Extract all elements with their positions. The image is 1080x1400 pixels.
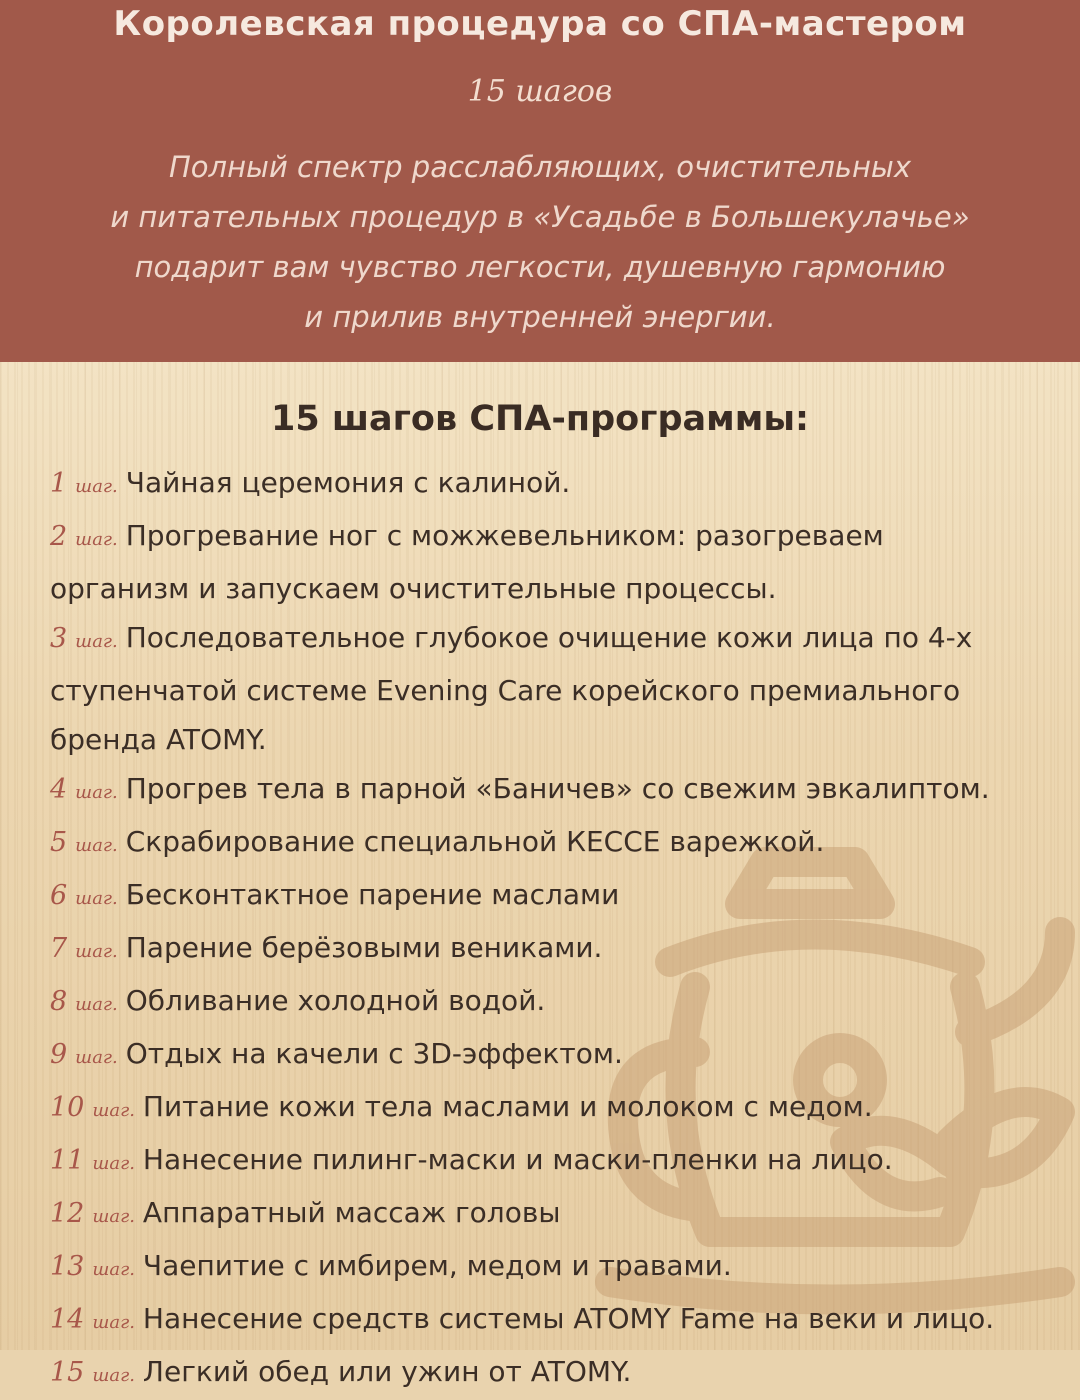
step-text: Аппаратный массаж головы — [142, 1196, 561, 1229]
intro-line: и прилив внутренней энергии. — [304, 300, 776, 334]
step-label — [50, 775, 118, 804]
step-text: Нанесение средств системы ATOMY Fame на веки и лицо. — [142, 1302, 995, 1335]
step-item — [50, 870, 1060, 923]
intro-line: и питательных процедур в «Усадьбе в Большекулачье» — [110, 200, 970, 234]
step-word: шаг. — [75, 782, 118, 803]
step-word: шаг. — [75, 888, 118, 909]
step-label — [50, 987, 118, 1016]
step-text: Чайная церемония с калиной. — [125, 466, 571, 499]
step-text: Бесконтактное парение маслами — [125, 878, 620, 911]
step-item — [50, 1135, 1060, 1188]
step-text: Отдых на качели с 3D-эффектом. — [125, 1037, 623, 1070]
step-number: 12 — [50, 1198, 85, 1229]
step-text: Парение берёзовыми вениками. — [125, 931, 603, 964]
step-word: шаг. — [75, 476, 118, 497]
step-number: 6 — [50, 880, 68, 911]
step-word: шаг. — [75, 631, 118, 652]
step-item — [50, 458, 1060, 511]
step-number: 11 — [50, 1145, 85, 1176]
step-item — [50, 511, 1060, 564]
page-subtitle: 15 шагов — [467, 74, 613, 109]
step-word: шаг. — [75, 994, 118, 1015]
step-word: шаг. — [92, 1153, 135, 1174]
step-number: 4 — [50, 774, 68, 805]
step-item — [50, 1294, 1060, 1347]
step-word: шаг. — [75, 835, 118, 856]
step-continuation: организм и запускаем очистительные процессы. — [50, 572, 777, 605]
step-word: шаг. — [92, 1312, 135, 1333]
step-item — [50, 613, 1060, 666]
step-item — [50, 923, 1060, 976]
step-continuation: бренда ATOMY. — [50, 723, 267, 756]
step-number: 2 — [50, 521, 68, 552]
step-text: Легкий обед или ужин от ATOMY. — [142, 1355, 632, 1388]
step-number: 15 — [50, 1357, 85, 1388]
step-word: шаг. — [92, 1100, 135, 1121]
step-item — [50, 817, 1060, 870]
step-item — [50, 1347, 1060, 1400]
step-word: шаг. — [92, 1259, 135, 1280]
step-text: Чаепитие с имбирем, медом и травами. — [142, 1249, 732, 1282]
intro-text — [30, 142, 1050, 342]
step-label — [50, 1199, 135, 1228]
step-number: 1 — [50, 468, 68, 499]
intro-line: подарит вам чувство легкости, душевную гармонию — [134, 250, 946, 284]
step-label — [50, 1040, 118, 1069]
step-number: 13 — [50, 1251, 85, 1282]
step-text: Последовательное глубокое очищение кожи лица по 4-х — [125, 621, 973, 654]
step-label — [50, 1252, 135, 1281]
step-item — [50, 1241, 1060, 1294]
step-number: 14 — [50, 1304, 85, 1335]
step-number: 9 — [50, 1039, 68, 1070]
step-number: 3 — [50, 623, 68, 654]
step-word: шаг. — [75, 1047, 118, 1068]
step-label — [50, 469, 118, 498]
step-word: шаг. — [75, 529, 118, 550]
step-label — [50, 881, 118, 910]
step-label — [50, 522, 118, 551]
step-word: шаг. — [75, 941, 118, 962]
step-label — [50, 1146, 135, 1175]
step-text: Скрабирование специальной КЕССЕ варежкой. — [125, 825, 825, 858]
intro-line: Полный спектр расслабляющих, очистительных — [169, 150, 911, 184]
steps-list — [50, 458, 1060, 1400]
step-text: Прогрев тела в парной «Баничев» со свежим эвкалиптом. — [125, 772, 990, 805]
step-text: Питание кожи тела маслами и молоком с медом. — [142, 1090, 873, 1123]
step-number: 8 — [50, 986, 68, 1017]
header-banner — [0, 0, 1080, 362]
step-item — [50, 1188, 1060, 1241]
step-label — [50, 1093, 135, 1122]
step-word: шаг. — [92, 1365, 135, 1386]
step-number: 7 — [50, 933, 68, 964]
step-text: Обливание холодной водой. — [125, 984, 546, 1017]
step-number: 10 — [50, 1092, 85, 1123]
step-continuation: ступенчатой системе Evening Care корейского премиального — [50, 674, 961, 707]
step-item — [50, 1082, 1060, 1135]
wood-panel — [0, 362, 1080, 1388]
step-word: шаг. — [92, 1206, 135, 1227]
step-label — [50, 828, 118, 857]
step-number: 5 — [50, 827, 68, 858]
step-item — [50, 1029, 1060, 1082]
program-title: 15 шагов СПА-программы: — [270, 399, 810, 439]
step-label — [50, 1358, 135, 1387]
step-text: Прогревание ног с можжевельником: разогреваем — [125, 519, 884, 552]
page-title: Королевская процедура со СПА-мастером — [113, 4, 967, 44]
step-label — [50, 624, 118, 653]
step-label — [50, 934, 118, 963]
step-text: Нанесение пилинг-маски и маски-пленки на лицо. — [142, 1143, 893, 1176]
step-item — [50, 764, 1060, 817]
step-label — [50, 1305, 135, 1334]
step-item — [50, 976, 1060, 1029]
